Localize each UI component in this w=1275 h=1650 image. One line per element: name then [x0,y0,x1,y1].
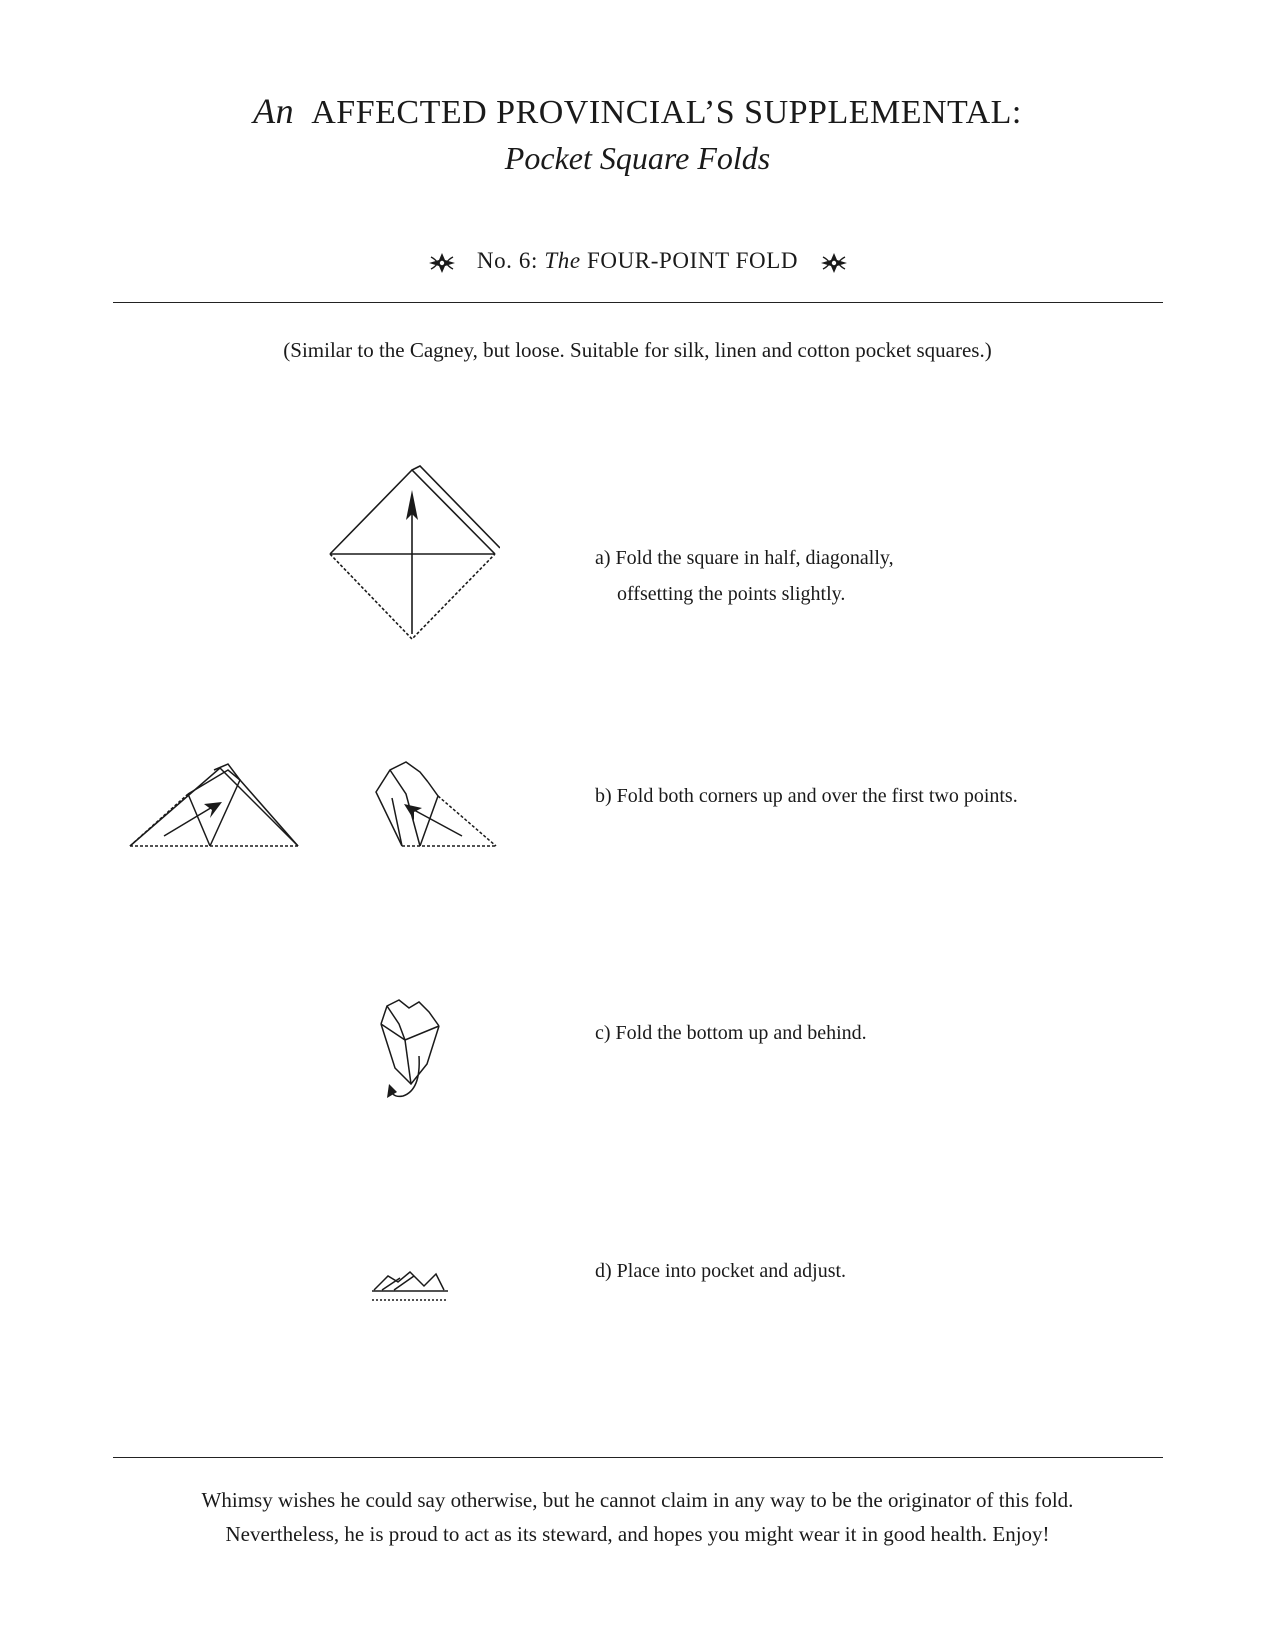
triangle-corner-fold-diagram-icon [372,758,502,853]
fold-note: (Similar to the Cagney, but loose. Suitable for silk, linen and cotton pocket squares.) [283,338,992,362]
footer-note [0,1483,1275,1551]
step-c-line1: c) Fold the bottom up and behind. [595,1022,867,1044]
step-a [595,540,894,612]
title-main: AFFECTED PROVINCIAL’S SUPPLEMENTAL: [311,94,1022,131]
page-title [0,90,1275,132]
step-a-line1: a) Fold the square in half, diagonally, [595,547,894,569]
step-d-line1: d) Place into pocket and adjust. [595,1260,847,1282]
top-divider [113,302,1163,303]
diamond-fold-diagram-icon [320,462,500,647]
step-c [595,1015,867,1051]
fleuron-icon [427,251,457,275]
fleuron-icon [819,251,849,275]
footer-line1: Whimsy wishes he could say otherwise, but he cannot claim in any way to be the originator of this fold. [201,1488,1074,1512]
step-b [595,778,1018,814]
fold-behind-diagram-icon [375,998,465,1108]
triangle-corner-fold-diagram-icon [128,758,303,853]
bottom-divider [113,1457,1163,1458]
step-a-line2: offsetting the points slightly. [617,583,846,605]
fold-name: FOUR-POINT FOLD [587,248,799,273]
title-an: An [253,91,295,131]
pocket-diagram-icon [370,1268,455,1308]
page-subtitle: Pocket Square Folds [504,140,771,176]
step-d [595,1253,846,1289]
footer-line2: Nevertheless, he is proud to act as its steward, and hopes you might wear it in good health. Enjoy! [225,1522,1050,1546]
fold-number: No. 6: [476,248,538,273]
fold-the: The [544,248,581,273]
fold-heading [0,248,1275,275]
step-b-line1: b) Fold both corners up and over the first two points. [595,785,1018,807]
